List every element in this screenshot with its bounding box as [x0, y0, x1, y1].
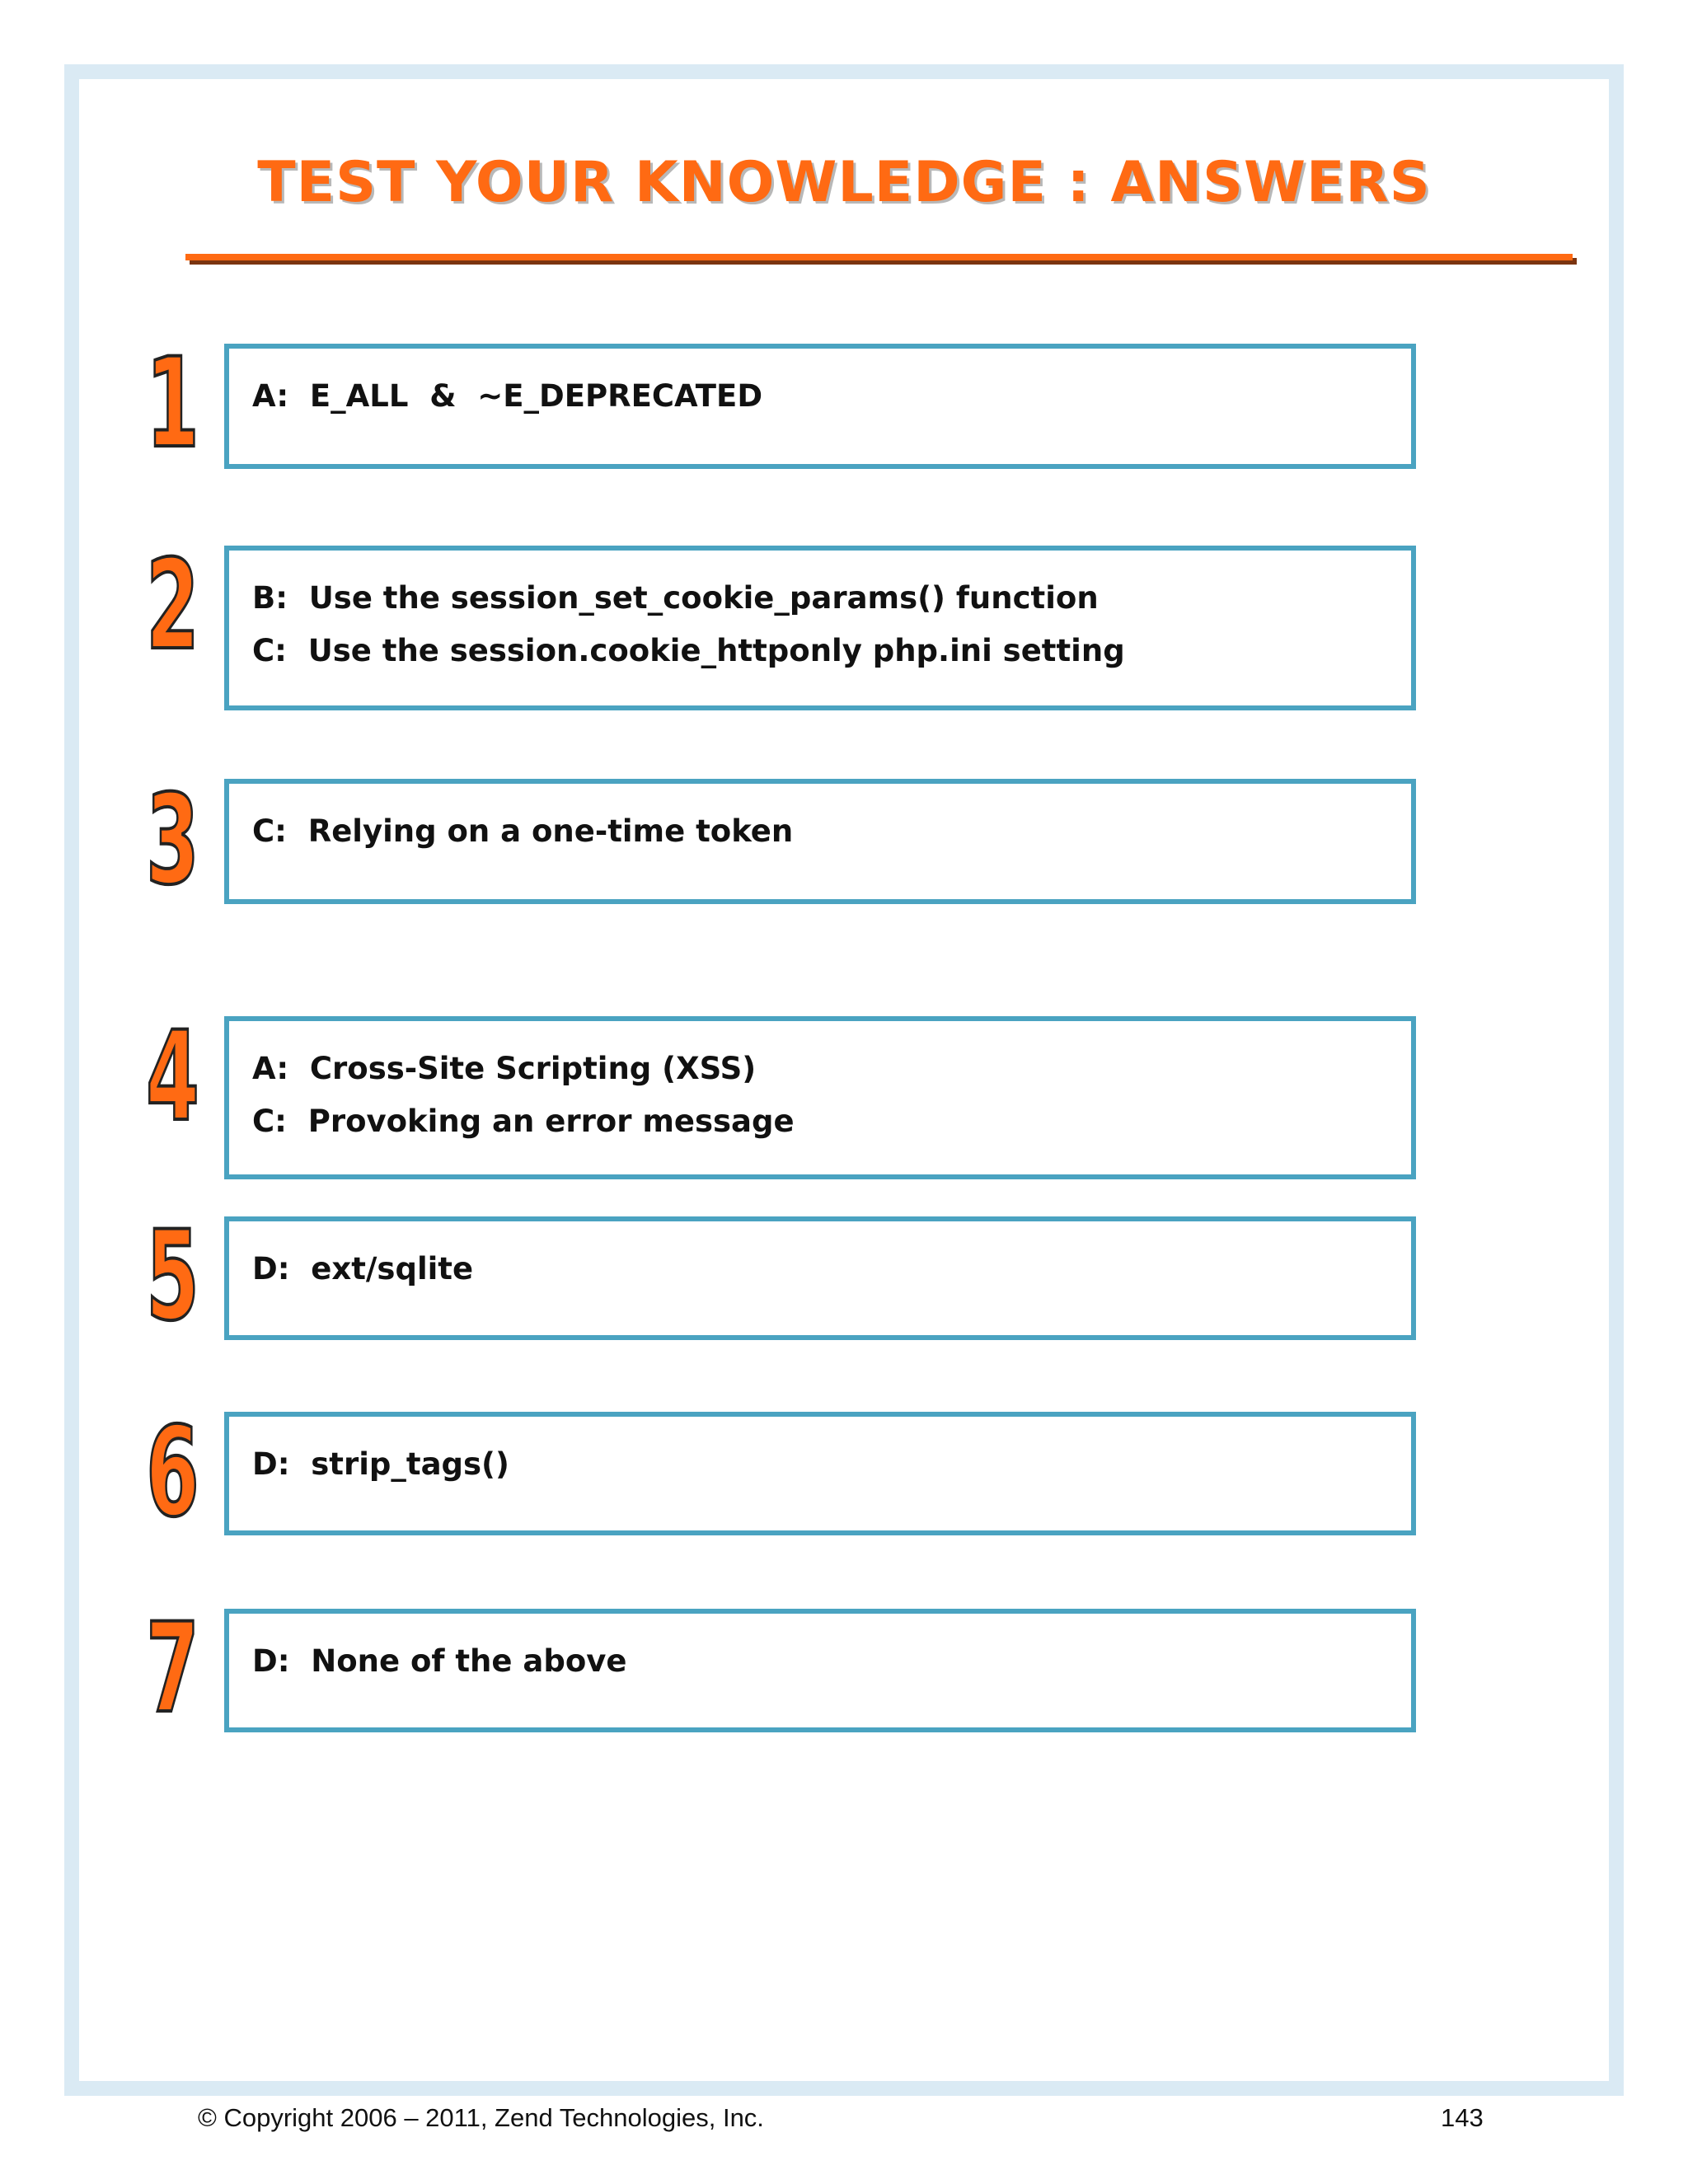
answer-box-5 — [224, 1216, 1416, 1340]
answer-number-7: 7 — [146, 1597, 199, 1741]
answer-box-3 — [224, 779, 1416, 904]
answer-7-line-1: D: None of the above — [252, 1643, 627, 1679]
answer-box-6 — [224, 1412, 1416, 1535]
answer-box-1 — [224, 344, 1416, 469]
answer-4-line-1: A: Cross-Site Scripting (XSS) — [252, 1051, 757, 1086]
answer-number-5: 5 — [146, 1205, 199, 1348]
answer-box-2 — [224, 546, 1416, 710]
answer-number-1: 1 — [146, 332, 199, 476]
page-title: TEST YOUR KNOWLEDGE : ANSWERS — [257, 150, 1431, 215]
footer-page-number: 143 — [1441, 2103, 1484, 2132]
title-divider — [185, 254, 1573, 260]
footer-copyright: © Copyright 2006 – 2011, Zend Technologies, Inc. — [198, 2103, 764, 2132]
answer-number-2: 2 — [146, 534, 199, 677]
answer-4-line-2: C: Provoking an error message — [252, 1104, 795, 1139]
answer-1-line-1: A: E_ALL & ~E_DEPRECATED — [252, 378, 763, 414]
answer-6-line-1: D: strip_tags() — [252, 1446, 509, 1482]
answer-3-line-1: C: Relying on a one-time token — [252, 813, 794, 849]
answer-box-7 — [224, 1609, 1416, 1732]
answer-2-line-1: B: Use the session_set_cookie_params() function — [252, 580, 1099, 616]
answer-5-line-1: D: ext/sqlite — [252, 1251, 474, 1286]
answer-2-line-2: C: Use the session.cookie_httponly php.ini setting — [252, 633, 1125, 668]
answer-number-6: 6 — [146, 1401, 199, 1544]
answer-box-4 — [224, 1016, 1416, 1179]
answer-number-3: 3 — [146, 769, 199, 912]
answer-number-4: 4 — [146, 1005, 199, 1149]
